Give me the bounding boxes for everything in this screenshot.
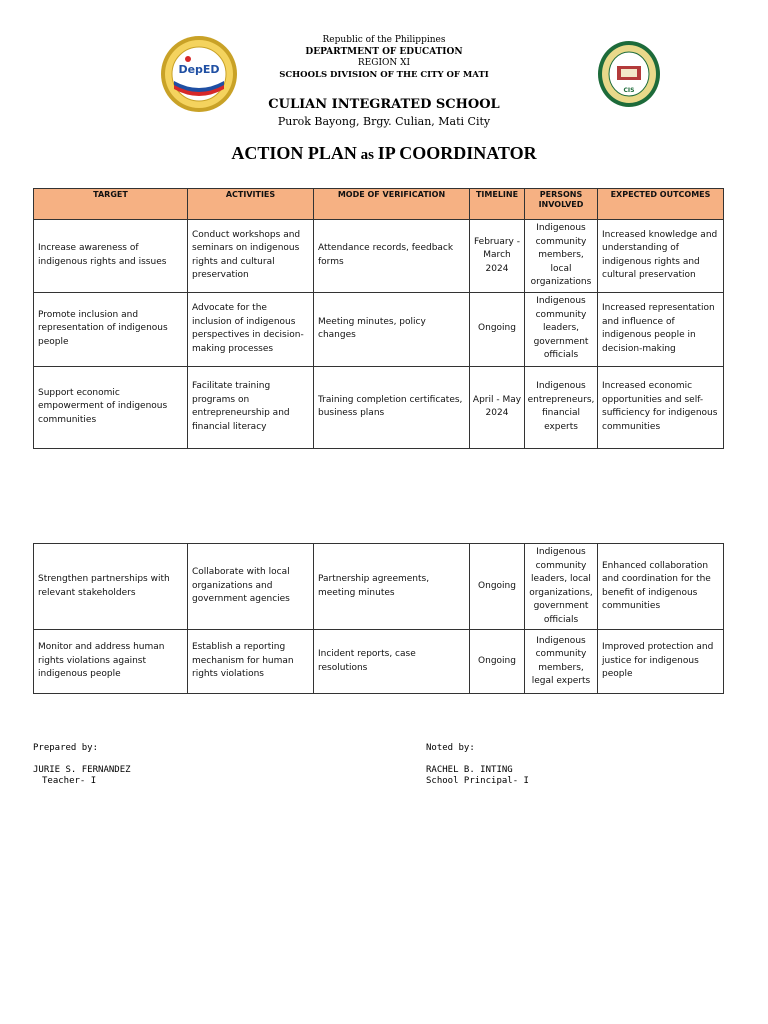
cell-persons: Indigenous community members, local organizations xyxy=(525,220,598,293)
column-header-outcomes: EXPECTED OUTCOMES xyxy=(598,189,724,220)
cell-outcomes: Increased representation and influence of indigenous people in decision-making xyxy=(598,292,724,366)
document-title xyxy=(0,143,768,164)
cell-verification: Meeting minutes, policy changes xyxy=(314,292,470,366)
cell-timeline: Ongoing xyxy=(470,630,525,694)
cell-persons: Indigenous community leaders, local organizations, government officials xyxy=(525,544,598,630)
cell-activities: Conduct workshops and seminars on indigenous rights and cultural preservation xyxy=(188,220,314,293)
cell-activities: Facilitate training programs on entrepreneurship and financial literacy xyxy=(188,366,314,448)
cell-target: Strengthen partnerships with relevant stakeholders xyxy=(34,544,188,630)
cell-target: Monitor and address human rights violations against indigenous people xyxy=(34,630,188,694)
column-header-persons: PERSONS INVOLVED xyxy=(525,189,598,220)
cell-verification: Training completion certificates, business plans xyxy=(314,366,470,448)
noted-by-position: School Principal- I xyxy=(426,776,529,786)
cell-outcomes: Enhanced collaboration and coordination for the benefit of indigenous communities xyxy=(598,544,724,630)
cell-verification: Attendance records, feedback forms xyxy=(314,220,470,293)
cell-persons: Indigenous entrepreneurs, financial experts xyxy=(525,366,598,448)
cell-activities: Advocate for the inclusion of indigenous perspectives in decision-making processes xyxy=(188,292,314,366)
cell-verification: Partnership agreements, meeting minutes xyxy=(314,544,470,630)
cell-activities: Collaborate with local organizations and government agencies xyxy=(188,544,314,630)
prepared-by-name: JURIE S. FERNANDEZ xyxy=(33,765,131,775)
cell-timeline: Ongoing xyxy=(470,544,525,630)
cell-outcomes: Increased economic opportunities and self-sufficiency for indigenous communities xyxy=(598,366,724,448)
title-part-3: IP COORDINATOR xyxy=(377,143,537,163)
cell-target: Increase awareness of indigenous rights and issues xyxy=(34,220,188,293)
school-name: CULIAN INTEGRATED SCHOOL xyxy=(268,97,500,112)
school-seal-text: CIS xyxy=(623,87,635,94)
cell-verification: Incident reports, case resolutions xyxy=(314,630,470,694)
table-row xyxy=(34,544,724,630)
header-republic: Republic of the Philippines xyxy=(322,35,446,45)
header-department: DEPARTMENT OF EDUCATION xyxy=(305,47,463,57)
table-row xyxy=(34,220,724,293)
title-part-2: as xyxy=(356,147,378,163)
column-header-target: TARGET xyxy=(34,189,188,220)
cell-target: Promote inclusion and representation of indigenous people xyxy=(34,292,188,366)
school-address: Purok Bayong, Brgy. Culian, Mati City xyxy=(277,115,491,128)
action-plan-table xyxy=(33,188,724,449)
table-row xyxy=(34,366,724,448)
title-part-1: ACTION PLAN xyxy=(231,143,357,163)
cell-activities: Establish a reporting mechanism for human rights violations xyxy=(188,630,314,694)
cell-timeline: February - March 2024 xyxy=(470,220,525,293)
cell-persons: Indigenous community members, legal experts xyxy=(525,630,598,694)
prepared-by-label: Prepared by: xyxy=(33,743,99,753)
column-header-verification: MODE OF VERIFICATION xyxy=(314,189,470,220)
prepared-by-position: Teacher- I xyxy=(42,776,97,786)
cell-target: Support economic empowerment of indigenous communities xyxy=(34,366,188,448)
action-plan-table-continued xyxy=(33,543,724,694)
cell-timeline: April - May 2024 xyxy=(470,366,525,448)
cell-outcomes: Increased knowledge and understanding of indigenous rights and cultural preservation xyxy=(598,220,724,293)
column-header-timeline: TIMELINE xyxy=(470,189,525,220)
cell-outcomes: Improved protection and justice for indigenous people xyxy=(598,630,724,694)
header-division: SCHOOLS DIVISION OF THE CITY OF MATI xyxy=(279,70,489,80)
table-row xyxy=(34,630,724,694)
column-header-activities: ACTIVITIES xyxy=(188,189,314,220)
deped-seal-text: DepED xyxy=(178,63,220,76)
header-region: REGION XI xyxy=(357,58,411,68)
cell-timeline: Ongoing xyxy=(470,292,525,366)
cell-persons: Indigenous community leaders, government officials xyxy=(525,292,598,366)
noted-by-name: RACHEL B. INTING xyxy=(426,765,513,775)
table-header-row xyxy=(34,189,724,220)
table-row xyxy=(34,292,724,366)
noted-by-label: Noted by: xyxy=(426,743,475,753)
